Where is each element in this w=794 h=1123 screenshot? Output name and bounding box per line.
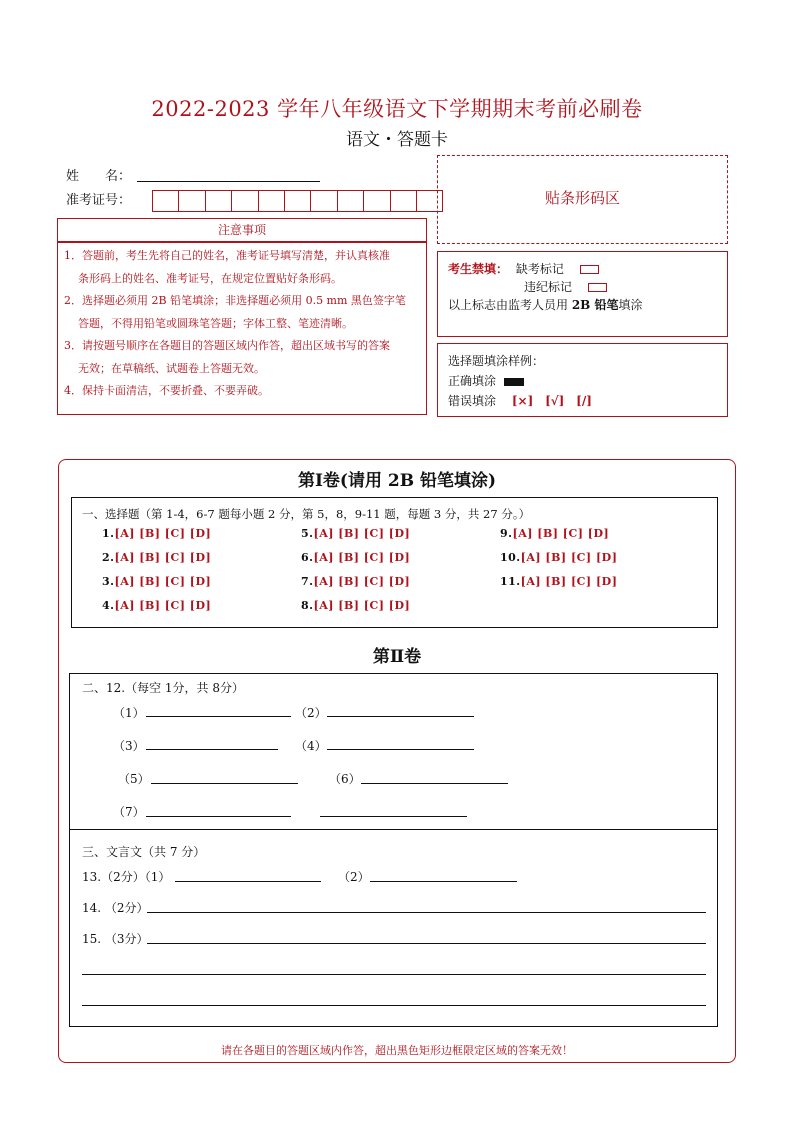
choice-question-5[interactable] — [301, 527, 410, 540]
answer-options[interactable]: [A] [B] [C] [D] — [520, 551, 618, 564]
q12-blank-6[interactable] — [361, 783, 508, 784]
q13-blank-1[interactable] — [175, 881, 321, 882]
examiner-only-label: 考生禁填： — [448, 262, 509, 276]
q13-label: 13.（2分）（1） — [82, 870, 171, 884]
barcode-area: 贴条形码区 — [437, 155, 728, 244]
question-number: 5. — [301, 527, 314, 540]
examiner-only-box — [437, 251, 728, 337]
question-number: 1. — [102, 527, 115, 540]
wrong-mark-1: [×] — [511, 394, 534, 408]
notice-item-2: 2．选择题必须用 2B 铅笔填涂；非选择题必须用 0.5 mm 黑色签字笔 答题，不得用铅笔或圆珠笔答题；字体工整、笔迹清晰。 — [64, 294, 406, 330]
q12-blank-6-label: （6） — [329, 772, 361, 786]
q15-answer-line-3[interactable] — [82, 1005, 706, 1006]
answer-options[interactable]: [A] [B] [C] [D] — [313, 599, 411, 612]
fill-sample-label: 选择题填涂样例： — [448, 354, 545, 368]
id-digit-box[interactable] — [178, 190, 205, 212]
notice-item-3: 3．请按题号顺序在各题目的答题区域内作答，超出区域书写的答案 无效；在草稿纸、试题卷上答题无效。 — [64, 339, 390, 375]
q12-blank-4-label: （4） — [295, 739, 327, 753]
id-digit-box[interactable] — [152, 190, 179, 212]
choice-question-2[interactable] — [102, 551, 211, 564]
id-label: 准考证号： — [66, 193, 132, 208]
q12-blank-8[interactable] — [320, 816, 467, 817]
notice-item-4: 4．保持卡面清洁，不要折叠、不要弄破。 — [64, 384, 269, 397]
q12-blank-7-label: （7） — [113, 805, 145, 819]
answer-options[interactable]: [A] [B] [C] [D] — [313, 551, 411, 564]
choice-question-8[interactable] — [301, 599, 410, 612]
page-title: 2022-2023 学年八年级语文下学期期末考前必刷卷 — [151, 97, 643, 121]
q12-heading: 二、12.（每空 1分，共 8分） — [82, 681, 244, 695]
notice-box — [57, 242, 427, 415]
part2-title: 第Ⅱ卷 — [372, 647, 422, 667]
q12-blank-2[interactable] — [327, 716, 474, 717]
fill-sample-box — [437, 343, 728, 417]
q12-blank-5-label: （5） — [118, 772, 150, 786]
name-label: 姓 名： — [66, 169, 132, 184]
answer-options[interactable]: [A] [B] [C] [D] — [512, 527, 610, 540]
wrong-mark-2: [√] — [545, 394, 565, 408]
choice-question-1[interactable] — [102, 527, 211, 540]
filled-mark-sample — [504, 378, 524, 386]
q15-label: 15. （3分） — [82, 932, 149, 946]
footer-warning: 请在各题目的答题区域内作答，超出黑色矩形边框限定区域的答案无效！ — [221, 1044, 573, 1057]
violation-mark-label: 违纪标记 — [524, 280, 573, 294]
id-digit-box[interactable] — [363, 190, 390, 212]
part1-title: 第Ⅰ卷(请用 2B 铅笔填涂) — [297, 471, 497, 491]
question-number: 11. — [500, 575, 521, 588]
choice-question-6[interactable] — [301, 551, 410, 564]
name-field[interactable] — [137, 181, 320, 182]
question-number: 7. — [301, 575, 314, 588]
question-number: 9. — [500, 527, 513, 540]
notice-item-1: 1．答题前，考生先将自己的姓名，准考证号填写清楚，并认真核准 条形码上的姓名、准考证号，在规定位置贴好条形码。 — [64, 249, 390, 285]
answer-options[interactable]: [A] [B] [C] [D] — [313, 575, 411, 588]
id-digit-box[interactable] — [231, 190, 258, 212]
answer-options[interactable]: [A] [B] [C] [D] — [114, 575, 212, 588]
id-digit-box[interactable] — [337, 190, 364, 212]
q12-blank-1-label: （1） — [113, 706, 145, 720]
q14-label: 14. （2分） — [82, 901, 149, 915]
answer-options[interactable]: [A] [B] [C] [D] — [114, 527, 212, 540]
choice-question-11[interactable] — [500, 575, 617, 588]
answer-options[interactable]: [A] [B] [C] [D] — [313, 527, 411, 540]
answer-options[interactable]: [A] [B] [C] [D] — [114, 599, 212, 612]
question-number: 8. — [301, 599, 314, 612]
choice-question-4[interactable] — [102, 599, 211, 612]
id-digit-box[interactable] — [258, 190, 285, 212]
question-number: 2. — [102, 551, 115, 564]
page-subtitle: 语文・答题卡 — [346, 130, 448, 150]
question-number: 3. — [102, 575, 115, 588]
wrong-fill-label: 错误填涂 — [448, 394, 497, 408]
choice-question-10[interactable] — [500, 551, 617, 564]
classical-heading: 三、文言文（共 7 分） — [82, 845, 206, 859]
id-digit-box[interactable] — [284, 190, 311, 212]
question-number: 4. — [102, 599, 115, 612]
q12-blank-7[interactable] — [146, 816, 291, 817]
question-number: 10. — [500, 551, 521, 564]
choice-question-7[interactable] — [301, 575, 410, 588]
q12-blank-2-label: （2） — [295, 706, 327, 720]
violation-mark-box[interactable] — [588, 283, 607, 292]
q12-blank-3-label: （3） — [113, 739, 145, 753]
choice-instruction: 一、选择题（第 1-4，6-7 题每小题 2 分，第 5，8，9-11 题，每题 3 分，共 27 分。） — [82, 507, 531, 521]
answer-options[interactable]: [A] [B] [C] [D] — [114, 551, 212, 564]
absent-mark-box[interactable] — [580, 265, 599, 274]
examiner-note: 以上标志由监考人员用 2B 铅笔填涂 — [448, 298, 643, 312]
correct-fill-label: 正确填涂 — [448, 374, 497, 388]
id-digit-box[interactable] — [390, 190, 417, 212]
q13-blank-2-label: （2） — [338, 870, 370, 884]
q12-blank-5[interactable] — [151, 783, 298, 784]
q12-blank-3[interactable] — [146, 749, 278, 750]
q13-blank-2[interactable] — [370, 881, 517, 882]
choice-question-3[interactable] — [102, 575, 211, 588]
q12-blank-1[interactable] — [146, 716, 291, 717]
id-digit-box[interactable] — [310, 190, 337, 212]
q15-answer-line-2[interactable] — [82, 974, 706, 975]
answer-options[interactable]: [A] [B] [C] [D] — [520, 575, 618, 588]
absent-mark-label: 缺考标记 — [515, 262, 564, 276]
id-digit-box[interactable] — [205, 190, 232, 212]
section-divider — [69, 829, 718, 830]
q12-blank-4[interactable] — [327, 749, 474, 750]
notice-heading: 注意事项 — [57, 218, 427, 242]
choice-question-9[interactable] — [500, 527, 609, 540]
q14-answer-line[interactable] — [147, 912, 706, 913]
question-number: 6. — [301, 551, 314, 564]
wrong-mark-3: [/] — [576, 394, 592, 408]
q15-answer-line-1[interactable] — [147, 943, 706, 944]
